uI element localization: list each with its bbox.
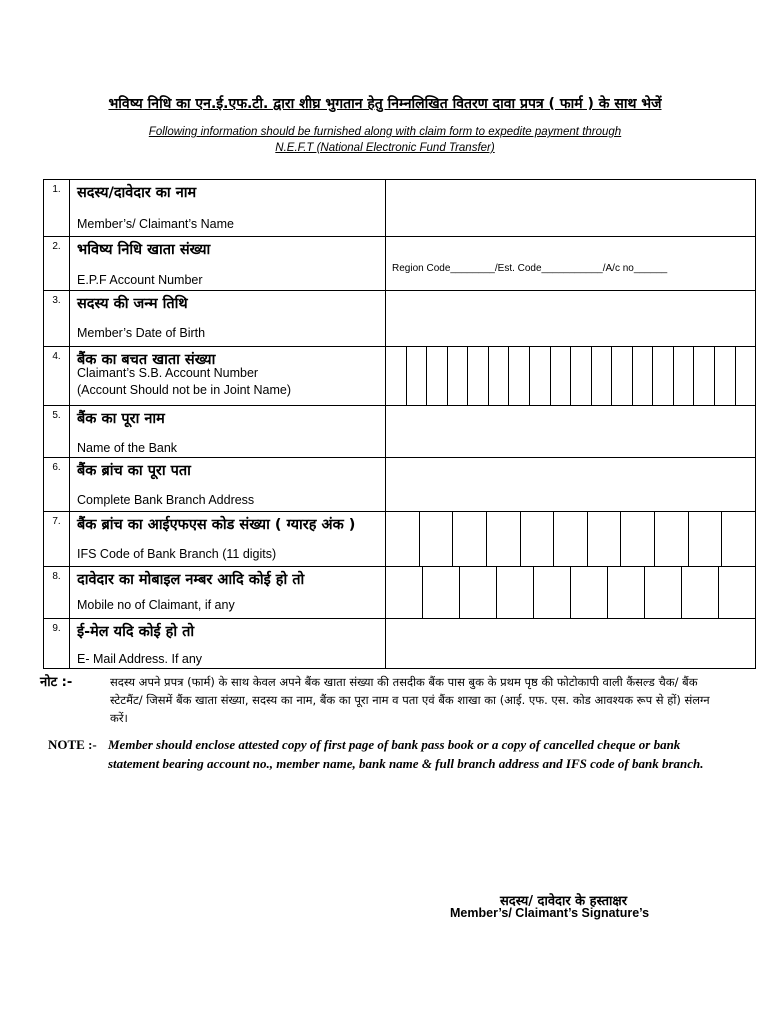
row-number: 1.: [44, 180, 70, 237]
digit-box[interactable]: [422, 567, 459, 618]
digit-box[interactable]: [386, 567, 422, 618]
date-of-birth-field[interactable]: [386, 291, 756, 347]
digit-box[interactable]: [654, 512, 688, 566]
digit-box[interactable]: [553, 512, 587, 566]
ifsc-field[interactable]: [386, 512, 756, 567]
digit-box[interactable]: [620, 512, 654, 566]
row-label: [70, 347, 386, 406]
epf-account-field[interactable]: [386, 237, 756, 291]
label-english-note: (Account Should not be in Joint Name): [77, 383, 292, 397]
note-english-text: Member should enclose attested copy of first page of bank pass book or a copy of cancelled cheque or bank statement bearing account no., member name, bank name & full branch address and IFS code of bank branch.: [108, 737, 704, 771]
label-hindi: बैंक का बचत खाता संख्या: [77, 352, 216, 368]
table-row: [44, 458, 756, 512]
digit-box[interactable]: [673, 347, 694, 405]
signature-label-english: Member’s/ Claimant’s Signature’s: [450, 906, 650, 920]
digit-box[interactable]: [718, 567, 755, 618]
digit-boxes: [386, 512, 755, 566]
row-label: [70, 291, 386, 347]
table-row: [44, 567, 756, 619]
table-row: [44, 291, 756, 347]
epf-field-template: Region Code________/Est. Code___________/A/c no______: [392, 263, 668, 274]
note-hindi-label: नोट :-: [40, 675, 73, 690]
label-english: Mobile no of Claimant, if any: [77, 598, 235, 612]
digit-box[interactable]: [591, 347, 612, 405]
branch-address-field[interactable]: [386, 458, 756, 512]
digit-box[interactable]: [520, 512, 554, 566]
bank-name-field[interactable]: [386, 406, 756, 458]
digit-box[interactable]: [447, 347, 468, 405]
digit-box[interactable]: [550, 347, 571, 405]
digit-box[interactable]: [419, 512, 453, 566]
digit-box[interactable]: [721, 512, 755, 566]
table-row: [44, 512, 756, 567]
row-number: 7.: [44, 512, 70, 567]
label-english: Member’s Date of Birth: [77, 326, 206, 340]
label-english: E.P.F Account Number: [77, 273, 203, 287]
label-hindi: सदस्य की जन्म तिथि: [77, 296, 188, 312]
digit-box[interactable]: [644, 567, 681, 618]
digit-box[interactable]: [570, 347, 591, 405]
sb-account-field[interactable]: [386, 347, 756, 406]
digit-box[interactable]: [426, 347, 447, 405]
digit-box[interactable]: [693, 347, 714, 405]
row-label: [70, 180, 386, 237]
digit-boxes: [386, 347, 755, 405]
digit-box[interactable]: [652, 347, 673, 405]
label-english: E- Mail Address. If any: [77, 652, 203, 666]
row-label: [70, 512, 386, 567]
digit-box[interactable]: [533, 567, 570, 618]
mobile-field[interactable]: [386, 567, 756, 619]
label-english: Claimant’s S.B. Account Number: [77, 366, 259, 380]
row-label: [70, 237, 386, 291]
table-row: [44, 347, 756, 406]
claim-info-table: [43, 179, 756, 669]
email-field[interactable]: [386, 619, 756, 669]
label-hindi: सदस्य/दावेदार का नाम: [77, 185, 197, 201]
form-title-english-line2: N.E.F.T (National Electronic Fund Transfer): [275, 142, 495, 154]
row-number: 4.: [44, 347, 70, 406]
note-english-label: NOTE :-: [48, 737, 97, 752]
label-english: Member’s/ Claimant’s Name: [77, 217, 234, 231]
form-title-english: [80, 124, 690, 156]
digit-box[interactable]: [459, 567, 496, 618]
digit-box[interactable]: [611, 347, 632, 405]
table-row: [44, 406, 756, 458]
label-hindi: भविष्य निधि खाता संख्या: [77, 242, 211, 258]
label-hindi: ई-मेल यदि कोई हो तो: [77, 624, 195, 640]
row-number: 9.: [44, 619, 70, 669]
digit-box[interactable]: [406, 347, 427, 405]
label-hindi: बैंक ब्रांच का पूरा पता: [77, 463, 191, 479]
digit-box[interactable]: [714, 347, 735, 405]
form-title-hindi: भविष्य निधि का एन.ई.एफ.टी. द्वारा शीघ्र भुगतान हेतु निम्नलिखित वितरण दावा प्रपत्र ( फार्म ) के साथ भेजें: [108, 96, 662, 112]
row-number: 8.: [44, 567, 70, 619]
digit-box[interactable]: [681, 567, 718, 618]
label-hindi: दावेदार का मोबाइल नम्बर आदि कोई हो तो: [77, 572, 305, 588]
note-hindi-text: सदस्य अपने प्रपत्र (फार्म) के साथ केवल अपने बैंक खाता संख्या की तसदीक बैंक पास बुक के प्रथम पृष्ठ की फोटोकापी वाली कैंसल्ड चैक/ बैंक स्टेटमैंट/ जिसमें बैंक खाता संख्या, सदस्य का नाम, बैंक का पूरा नाम व पता एवं बैंक शाखा का (आई. एफ. एस. कोड आवश्यक रूप से हों) संलग्न करें।: [110, 675, 710, 725]
digit-box[interactable]: [607, 567, 644, 618]
row-number: 3.: [44, 291, 70, 347]
table-row: [44, 237, 756, 291]
digit-box[interactable]: [508, 347, 529, 405]
digit-box[interactable]: [496, 567, 533, 618]
digit-box[interactable]: [570, 567, 607, 618]
row-label: [70, 619, 386, 669]
form-title-english-line1: Following information should be furnished along with claim form to expedite payment through: [148, 126, 622, 138]
row-number: 6.: [44, 458, 70, 512]
digit-box[interactable]: [488, 347, 509, 405]
row-number: 2.: [44, 237, 70, 291]
label-english: Name of the Bank: [77, 441, 178, 455]
digit-box[interactable]: [452, 512, 486, 566]
digit-box[interactable]: [688, 512, 722, 566]
row-number: 5.: [44, 406, 70, 458]
digit-box[interactable]: [529, 347, 550, 405]
label-hindi: बैंक ब्रांच का आईएफएस कोड संख्या ( ग्यारह अंक ): [77, 517, 356, 533]
row-label: [70, 458, 386, 512]
label-english: Complete Bank Branch Address: [77, 493, 255, 507]
digit-box[interactable]: [735, 347, 756, 405]
digit-box[interactable]: [386, 347, 406, 405]
digit-box[interactable]: [486, 512, 520, 566]
row-label: [70, 406, 386, 458]
row-label: [70, 567, 386, 619]
member-name-field[interactable]: [386, 180, 756, 237]
table-row: [44, 619, 756, 669]
label-hindi: बैंक का पूरा नाम: [77, 411, 165, 427]
digit-box[interactable]: [467, 347, 488, 405]
label-english: IFS Code of Bank Branch (11 digits): [77, 547, 277, 561]
digit-box[interactable]: [587, 512, 621, 566]
table-row: [44, 180, 756, 237]
digit-box[interactable]: [386, 512, 419, 566]
signature-label-hindi: सदस्य/ दावेदार के हस्ताक्षर: [500, 894, 628, 909]
digit-box[interactable]: [632, 347, 653, 405]
digit-boxes: [386, 567, 755, 618]
